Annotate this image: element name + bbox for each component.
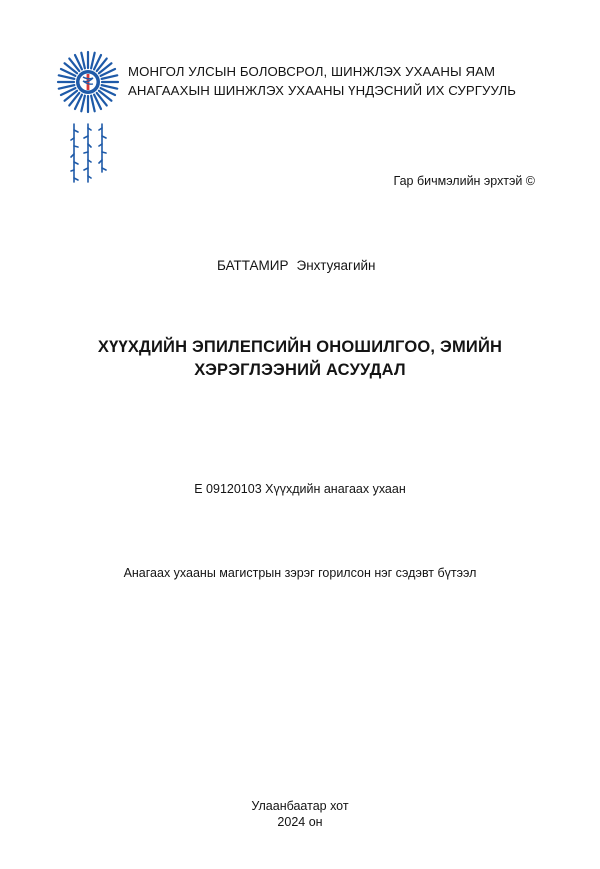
ministry-header xyxy=(128,62,548,100)
city: Улаанбаатар хот xyxy=(251,799,349,813)
author-name xyxy=(217,258,376,273)
thesis-title-line: ХЭРЭГЛЭЭНИЙ АСУУДАЛ xyxy=(194,361,406,379)
copyright-note: Гар бичмэлийн эрхтэй © xyxy=(393,174,535,188)
ministry-name: МОНГОЛ УЛСЫН БОЛОВСРОЛ, ШИНЖЛЭХ УХААНЫ ЯАМ xyxy=(128,64,496,79)
year: 2024 он xyxy=(277,815,323,829)
thesis-title-line: ХҮҮХДИЙН ЭПИЛЕПСИЙН ОНОШИЛГОО, ЭМИЙН xyxy=(97,338,503,356)
university-name: АНАГААХЫН ШИНЖЛЭХ УХААНЫ ҮНДЭСНИЙ ИХ СУРГУУЛЬ xyxy=(128,83,517,98)
place-and-year xyxy=(0,798,600,830)
university-emblem-icon xyxy=(50,48,126,198)
thesis-title xyxy=(0,336,600,382)
specialty-code: E 09120103 Хүүхдийн анагаах ухаан xyxy=(194,482,406,496)
degree-statement: Анагаах ухааны магистрын зэрэг горилсон нэг сэдэвт бүтээл xyxy=(123,566,477,580)
author-surname: БАТТАМИР xyxy=(217,258,289,273)
author-given-name: Энхтуяагийн xyxy=(296,258,376,273)
